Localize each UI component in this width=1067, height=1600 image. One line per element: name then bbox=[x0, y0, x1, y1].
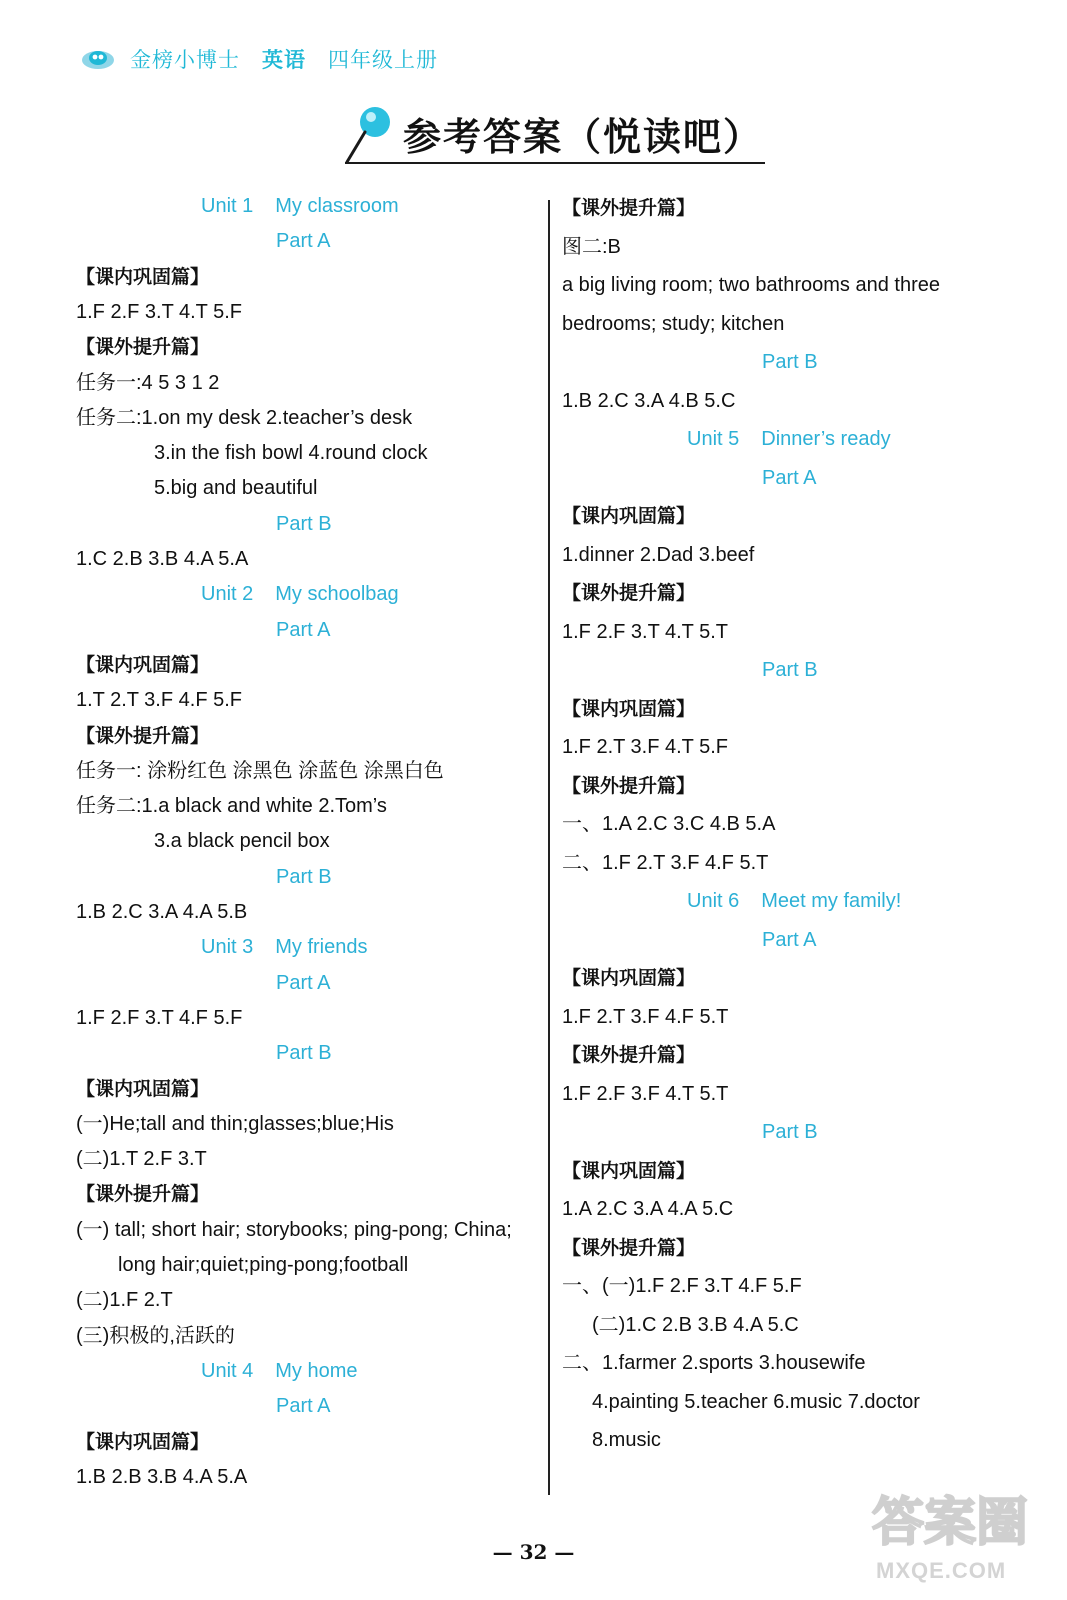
answer-line: 4.painting 5.teacher 6.music 7.doctor bbox=[592, 1390, 920, 1413]
pushpin-icon bbox=[335, 100, 395, 170]
section-label: 【课外提升篇】 bbox=[562, 197, 696, 219]
answer-line: 5.big and beautiful bbox=[154, 477, 318, 500]
unit-number: Unit 3 bbox=[201, 936, 254, 959]
title-block bbox=[335, 100, 765, 172]
answer-line: a big living room; two bathrooms and three bbox=[562, 274, 940, 296]
part-heading: Part A bbox=[762, 928, 817, 951]
section-label: 【课外提升篇】 bbox=[76, 336, 210, 359]
unit-heading bbox=[201, 934, 390, 960]
answer-line: (二)1.F 2.T bbox=[76, 1289, 173, 1312]
answer-line: 3.a black pencil box bbox=[154, 830, 330, 853]
section-label: 【课内巩固篇】 bbox=[76, 265, 210, 288]
answer-line: 8.music bbox=[592, 1429, 661, 1451]
section-label: 【课内巩固篇】 bbox=[562, 697, 696, 720]
section-label: 【课外提升篇】 bbox=[562, 1236, 696, 1259]
answer-line: 1.T 2.T 3.F 4.F 5.F bbox=[76, 689, 242, 712]
header-brand: 金榜小博士 bbox=[130, 48, 240, 72]
watermark-glyphs: 答案圈 bbox=[872, 1493, 1029, 1553]
section-label: 【课外提升篇】 bbox=[562, 774, 696, 797]
section-label: 【课外提升篇】 bbox=[562, 1044, 696, 1066]
part-heading: Part B bbox=[762, 1121, 818, 1143]
answer-line: (一)He;tall and thin;glasses;blue;His bbox=[76, 1112, 394, 1135]
unit-title: My friends bbox=[275, 936, 368, 959]
unit-title: Meet my family! bbox=[761, 890, 902, 912]
section-label: 【课内巩固篇】 bbox=[76, 1077, 210, 1100]
answer-line: (二)1.T 2.F 3.T bbox=[76, 1148, 207, 1171]
watermark-site: MXQE.COM bbox=[876, 1558, 1007, 1583]
answer-line: 1.F 2.T 3.F 4.F 5.T bbox=[562, 1005, 729, 1028]
section-label: 【课内巩固篇】 bbox=[562, 1159, 696, 1182]
unit-heading bbox=[201, 193, 421, 219]
section-label: 【课外提升篇】 bbox=[76, 1183, 210, 1206]
part-heading: Part A bbox=[276, 618, 331, 641]
watermark-logo-icon bbox=[870, 1478, 1050, 1558]
unit-number: Unit 5 bbox=[687, 428, 740, 450]
unit-title: Dinner’s ready bbox=[761, 428, 891, 450]
answer-line: 1.B 2.C 3.A 4.A 5.B bbox=[76, 901, 248, 923]
section-label: 【课内巩固篇】 bbox=[76, 1430, 210, 1453]
section-label: 【课内巩固篇】 bbox=[562, 505, 696, 527]
part-heading: Part B bbox=[276, 1042, 332, 1065]
answer-line: 任务二:1.on my desk 2.teacher’s desk bbox=[76, 406, 413, 429]
answer-line: 1.B 2.B 3.B 4.A 5.A bbox=[76, 1465, 248, 1488]
answer-line: 1.F 2.F 3.T 4.F 5.F bbox=[76, 1006, 243, 1029]
unit-heading bbox=[687, 888, 923, 914]
answer-line: 任务一: 涂粉红色 涂黑色 涂蓝色 涂黑白色 bbox=[76, 759, 444, 782]
section-label: 【课内巩固篇】 bbox=[562, 967, 696, 989]
part-heading: Part B bbox=[276, 512, 332, 535]
answer-line: 3.in the fish bowl 4.round clock bbox=[154, 442, 428, 465]
answer-line: (三)积极的,活跃的 bbox=[76, 1324, 235, 1347]
answer-line: 一、1.A 2.C 3.C 4.B 5.A bbox=[562, 813, 776, 835]
page-title: 参考答案（悦读吧） bbox=[403, 115, 764, 159]
part-heading: Part B bbox=[276, 865, 332, 888]
header-grade: 四年级上册 bbox=[328, 48, 438, 72]
answer-line: 1.B 2.C 3.A 4.B 5.C bbox=[562, 389, 736, 412]
part-heading: Part A bbox=[762, 466, 817, 489]
answer-line: (一) tall; short hair; storybooks; ping-pong; China; bbox=[76, 1218, 512, 1241]
part-heading: Part A bbox=[276, 1395, 331, 1418]
section-label: 【课外提升篇】 bbox=[76, 724, 210, 747]
unit-heading bbox=[201, 1358, 380, 1384]
answer-line: 1.F 2.T 3.F 4.T 5.F bbox=[562, 736, 728, 758]
unit-heading bbox=[201, 581, 421, 607]
answer-line: 1.F 2.F 3.T 4.T 5.T bbox=[562, 620, 728, 643]
part-heading: Part A bbox=[276, 971, 331, 994]
page-number: — 32 — bbox=[492, 1540, 575, 1564]
answer-line: (二)1.C 2.B 3.B 4.A 5.C bbox=[592, 1313, 799, 1336]
logo-icon bbox=[80, 47, 116, 71]
header-subject: 英语 bbox=[262, 48, 306, 72]
unit-title: My home bbox=[275, 1359, 358, 1382]
answer-line: 一、(一)1.F 2.F 3.T 4.F 5.F bbox=[562, 1275, 802, 1297]
section-label: 【课外提升篇】 bbox=[562, 582, 696, 604]
answer-line: 任务二:1.a black and white 2.Tom’s bbox=[76, 795, 387, 818]
answer-line: 1.C 2.B 3.B 4.A 5.A bbox=[76, 548, 249, 570]
unit-number: Unit 1 bbox=[201, 195, 254, 217]
answer-line: 1.A 2.C 3.A 4.A 5.C bbox=[562, 1198, 734, 1220]
unit-heading bbox=[687, 426, 913, 452]
answer-line: 1.F 2.F 3.F 4.T 5.T bbox=[562, 1082, 729, 1105]
answer-line: bedrooms; study; kitchen bbox=[562, 312, 785, 335]
answer-line: 二、1.farmer 2.sports 3.housewife bbox=[562, 1352, 866, 1374]
answer-line: 任务一:4 5 3 1 2 bbox=[76, 371, 220, 394]
part-heading: Part B bbox=[762, 659, 818, 681]
unit-number: Unit 2 bbox=[201, 583, 254, 606]
answer-line: 图二:B bbox=[562, 235, 621, 258]
part-heading: Part A bbox=[276, 230, 331, 253]
section-label: 【课内巩固篇】 bbox=[76, 653, 210, 676]
answer-line: 二、1.F 2.T 3.F 4.F 5.T bbox=[562, 851, 769, 874]
part-heading: Part B bbox=[762, 351, 818, 373]
answer-line: long hair;quiet;ping-pong;football bbox=[118, 1254, 409, 1276]
column-divider bbox=[548, 200, 550, 1495]
page-header bbox=[80, 44, 460, 74]
unit-number: Unit 4 bbox=[201, 1359, 254, 1382]
watermark bbox=[870, 1478, 1050, 1588]
title-underline bbox=[345, 162, 765, 164]
unit-title: My schoolbag bbox=[275, 583, 399, 606]
unit-title: My classroom bbox=[275, 195, 399, 217]
unit-number: Unit 6 bbox=[687, 890, 740, 912]
answer-line: 1.dinner 2.Dad 3.beef bbox=[562, 543, 755, 566]
answer-line: 1.F 2.F 3.T 4.T 5.F bbox=[76, 300, 242, 323]
